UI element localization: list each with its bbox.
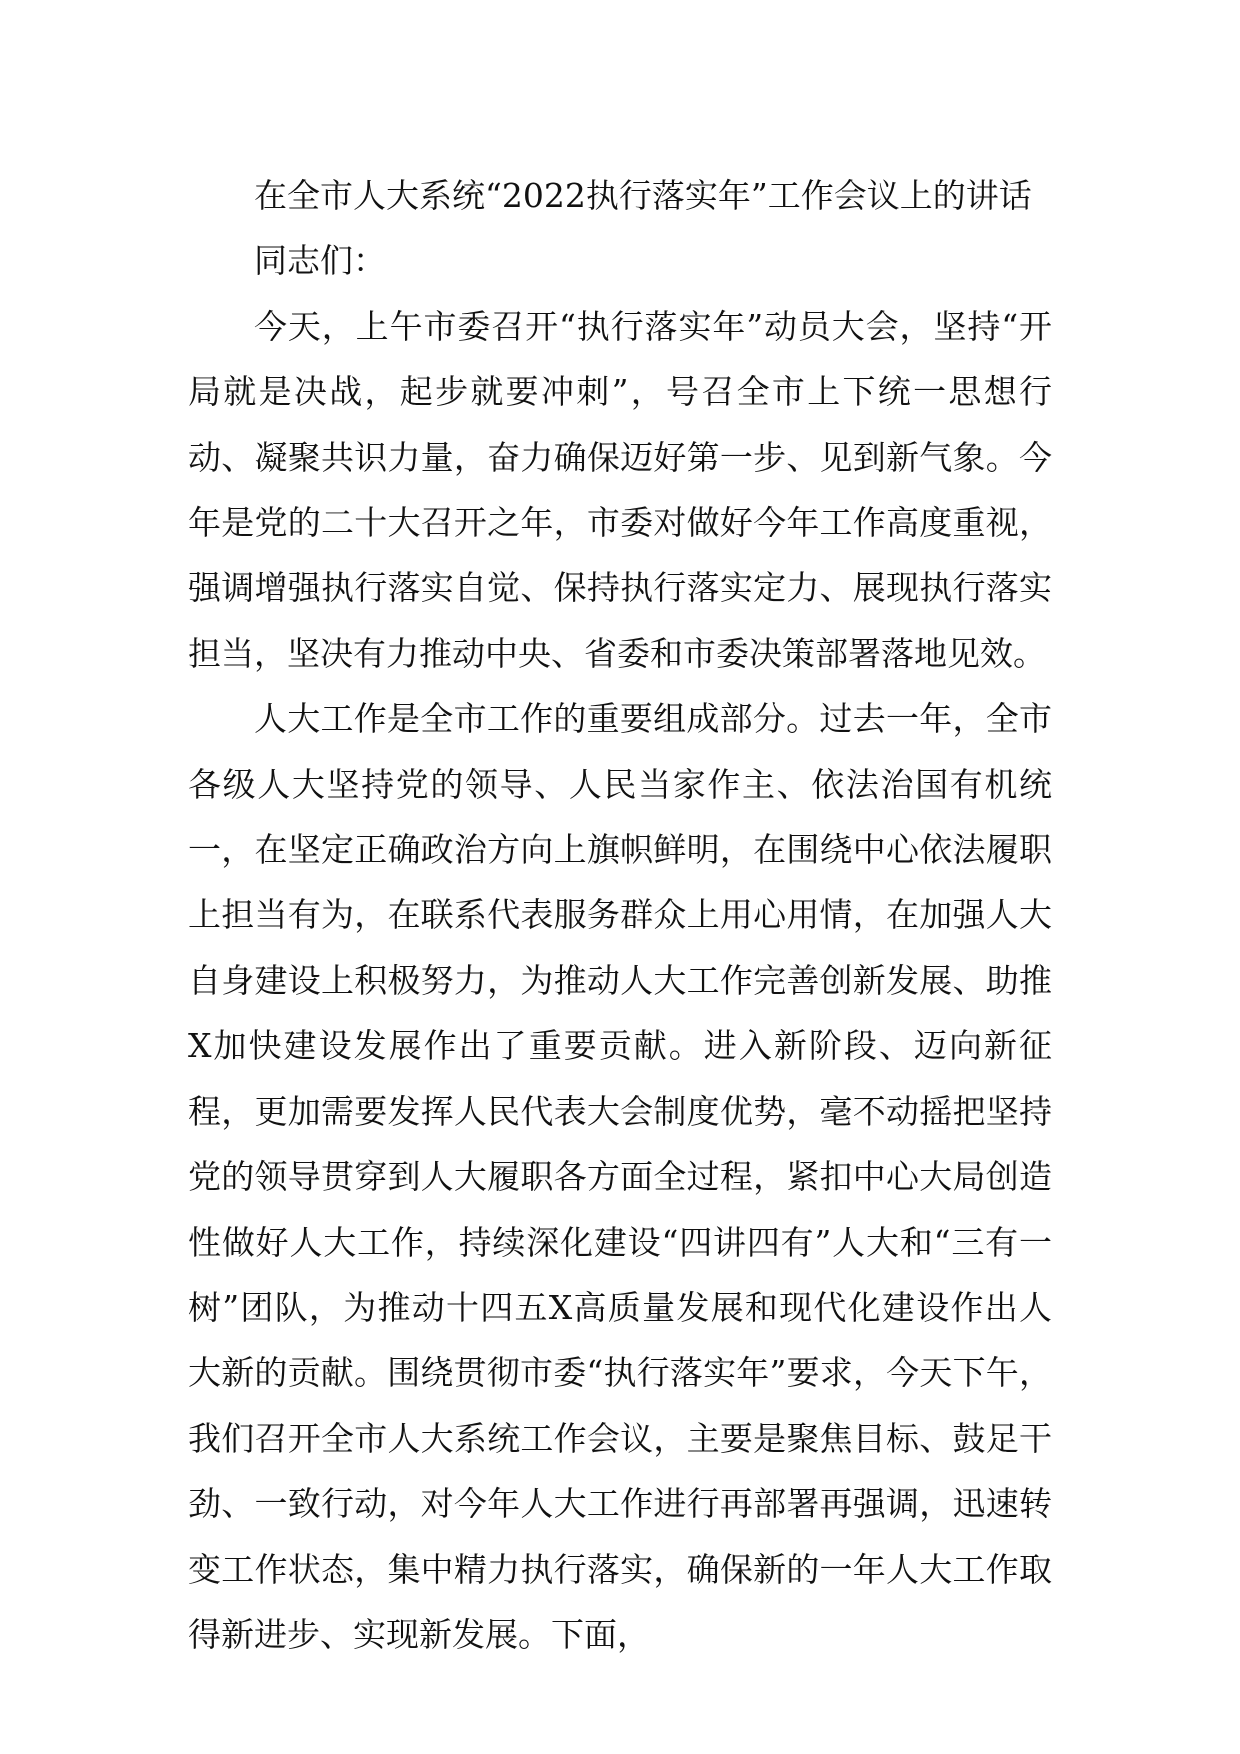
speech-title: 在全市人大系统“2022执行落实年”工作会议上的讲话 — [254, 176, 1032, 215]
salutation: 同志们： — [254, 241, 386, 281]
document-body — [188, 163, 1052, 1667]
paragraph-1: 今天，上午市委召开“执行落实年”动员大会，坚持“开局就是决战，起步就要冲刺”，号召全市上下统一思想行动、凝聚共识力量，奋力确保迈好第一步、见到新气象。今年是党的二十大召开之年，市委对做好今年工作高度重视，强调增强执行落实自觉、保持执行落实定力、展现执行落实担当，坚决有力推动中央、省委和市委决策部署落地见效。 — [188, 306, 1052, 673]
paragraph-2: 人大工作是全市工作的重要组成部分。过去一年，全市各级人大坚持党的领导、人民当家作主、依法治国有机统一，在坚定正确政治方向上旗帜鲜明，在围绕中心依法履职上担当有为，在联系代表服务群众上用心用情，在加强人大自身建设上积极努力，为推动人大工作完善创新发展、助推X加快建设发展作出了重要贡献。进入新阶段、迈向新征程，更加需要发挥人民代表大会制度优势，毫不动摇把坚持党的领导贯穿到人大履职各方面全过程，紧扣中心大局创造性做好人大工作，持续深化建设“四讲四有”人大和“三有一树”团队，为推动十四五X高质量发展和现代化建设作出人大新的贡献。围绕贯彻市委“执行落实年”要求，今天下午，我们召开全市人大系统工作会议，主要是聚焦目标、鼓足干劲、一致行动，对今年人大工作进行再部署再强调，迅速转变工作状态，集中精力执行落实，确保新的一年人大工作取得新进步、实现新发展。下面， — [188, 699, 1052, 1654]
